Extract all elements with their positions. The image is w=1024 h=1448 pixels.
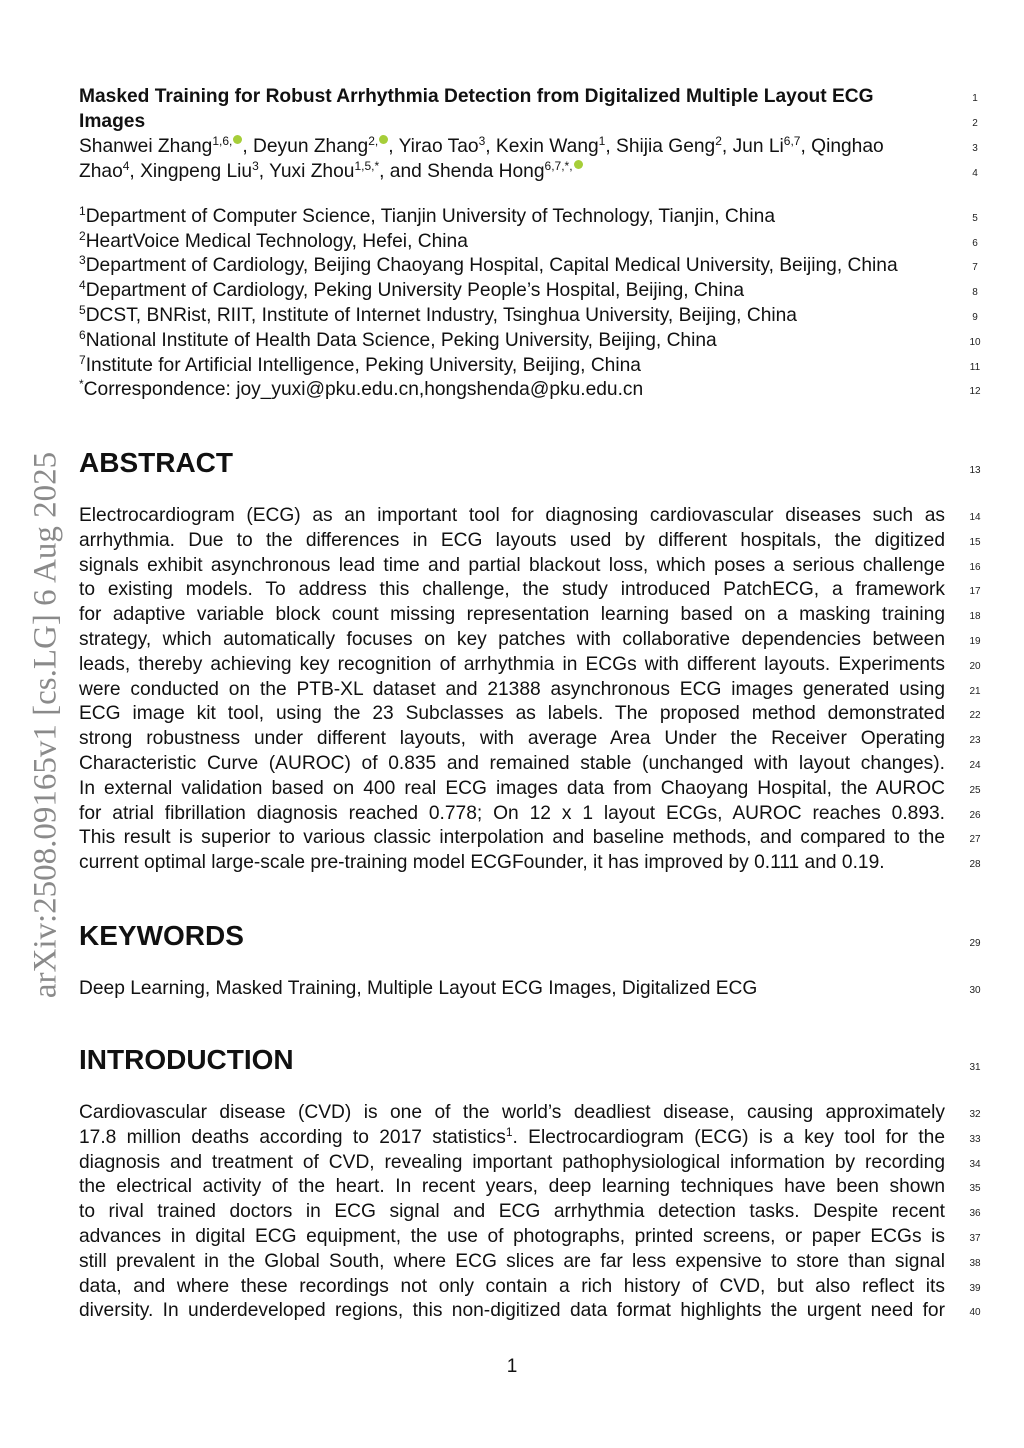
text-segment: Correspondence: joy_yuxi@pku.edu.cn,hongshenda@pku.edu.cn <box>83 379 644 400</box>
line-number: 6 <box>972 238 978 249</box>
introduction-text-line: diversity. In underdeveloped regions, this non-digitized data format highlights the urgent need for <box>79 1300 945 1322</box>
orcid-icon <box>574 160 583 169</box>
line-number: 25 <box>969 784 981 796</box>
line-number: 31 <box>969 1062 981 1073</box>
text-segment: Department of Cardiology, Beijing Chaoyang Hospital, Capital Medical University, Beijing, China <box>85 255 898 276</box>
line-number: 11 <box>969 362 981 373</box>
text-segment: Department of Cardiology, Peking University People’s Hospital, Beijing, China <box>85 280 745 301</box>
line-number: 8 <box>972 287 978 298</box>
text-segment: . Electrocardiogram (ECG) is a key tool for the <box>512 1126 946 1148</box>
superscript: * <box>79 377 84 391</box>
line-number: 15 <box>969 536 981 548</box>
introduction-line-content <box>79 1124 946 1148</box>
abstract-text-line: arrhythmia. Due to the differences in ECG layouts used by different hospitals, the digitized <box>79 529 945 551</box>
introduction-text-line: the electrical activity of the heart. In recent years, deep learning techniques have been shown <box>79 1176 945 1198</box>
superscript: 1 <box>79 204 86 218</box>
superscript: 2 <box>715 134 722 148</box>
line-number: 38 <box>969 1257 981 1269</box>
keywords-text-line: Deep Learning, Masked Training, Multiple Layout ECG Images, Digitalized ECG <box>79 978 758 999</box>
text-segment: , Jun Li <box>721 136 784 157</box>
abstract-text-line: In external validation based on 400 real ECG images data from Chaoyang Hospital, the AUROC <box>79 777 945 799</box>
abstract-text-line: current optimal large-scale pre-training model ECGFounder, it has improved by 0.111 and 0.19. <box>79 852 885 874</box>
superscript: 2, <box>368 134 379 148</box>
line-number: 28 <box>969 859 981 871</box>
affiliation-line <box>79 254 945 278</box>
affiliation-line <box>79 329 945 353</box>
line-number: 29 <box>969 938 981 949</box>
introduction-text-line: advances in digital ECG equipment, the use of photographs, printed screens, or paper ECGs is <box>79 1226 945 1247</box>
affiliation-line <box>79 354 945 378</box>
line-number: 12 <box>969 386 981 397</box>
author-line <box>79 160 945 184</box>
line-number: 4 <box>972 168 978 179</box>
introduction-text-line: to rival trained doctors in ECG signal and ECG arrhythmia detection tasks. Despite recent <box>79 1201 945 1223</box>
abstract-text-line: for atrial fibrillation diagnosis reached 0.778; On 12 x 1 layout ECGs, AUROC reaches 0.893. <box>79 802 945 824</box>
superscript: 1,6, <box>212 134 233 148</box>
section-heading-introduction: INTRODUCTION <box>79 1044 294 1075</box>
line-number: 37 <box>969 1233 981 1244</box>
introduction-text-line: still prevalent in the Global South, where ECG slices are far less expensive to store than signal <box>79 1250 945 1272</box>
text-segment: , Yirao Tao <box>388 136 479 157</box>
line-number: 5 <box>972 213 978 224</box>
line-number: 18 <box>969 611 981 623</box>
section-heading-abstract: ABSTRACT <box>79 447 233 478</box>
line-number: 35 <box>969 1183 981 1195</box>
superscript: 3 <box>79 253 86 267</box>
superscript: 5 <box>79 303 86 317</box>
line-number: 13 <box>969 465 981 476</box>
text-segment: Zhao <box>79 161 123 182</box>
line-number: 40 <box>969 1307 981 1319</box>
line-number: 26 <box>969 809 981 821</box>
affiliation-line <box>79 205 945 229</box>
paper-title-line <box>79 110 945 134</box>
abstract-text-line: Characteristic Curve (AUROC) of 0.835 and remained stable (unchanged with layout changes). <box>79 753 945 774</box>
superscript: 1 <box>598 134 606 148</box>
line-number: 23 <box>969 735 981 747</box>
introduction-text-line <box>79 1126 945 1150</box>
paper-title-line <box>79 85 945 109</box>
text-segment: Images <box>79 111 146 132</box>
abstract-text-line: leads, thereby achieving key recognition of arrhythmia in ECGs with different layouts. Experiments <box>79 653 945 675</box>
superscript: 3 <box>478 134 486 148</box>
text-segment: , Yuxi Zhou <box>258 161 355 182</box>
text-segment: , Shijia Geng <box>605 136 716 157</box>
citation-superscript: 1 <box>505 1124 513 1139</box>
abstract-text-line: signals exhibit asynchronous lead time and partial blackout loss, which poses a serious challenge <box>79 554 945 576</box>
text-segment: , Kexin Wang <box>485 136 599 157</box>
line-number: 27 <box>969 834 981 846</box>
text-segment: HeartVoice Medical Technology, Hefei, China <box>85 231 468 252</box>
introduction-text-line: Cardiovascular disease (CVD) is one of the world’s deadliest disease, causing approximately <box>79 1102 945 1123</box>
line-number: 1 <box>972 93 978 104</box>
line-number: 10 <box>969 337 981 348</box>
line-number: 22 <box>969 710 981 722</box>
affiliation-line <box>79 230 945 254</box>
line-number: 17 <box>969 586 981 598</box>
abstract-text-line: for adaptive variable block count missing representation learning based on a masking training <box>79 604 945 626</box>
line-number: 21 <box>969 685 981 697</box>
line-number: 2 <box>972 118 978 129</box>
arxiv-watermark: arXiv:2508.09165v1 [cs.LG] 6 Aug 2025 <box>27 451 64 999</box>
text-segment: 17.8 million deaths according to 2017 statistics <box>79 1126 506 1148</box>
line-number: 14 <box>969 512 981 523</box>
superscript: 6 <box>79 328 86 342</box>
introduction-text-line: data, and where these recordings not only contain a rich history of CVD, but also reflect its <box>79 1275 945 1297</box>
line-number: 34 <box>969 1158 981 1170</box>
text-segment: , and Shenda Hong <box>379 161 545 182</box>
line-number: 19 <box>969 636 981 647</box>
line-number: 24 <box>969 760 981 771</box>
line-number: 7 <box>972 262 978 273</box>
orcid-icon <box>379 135 388 144</box>
text-segment: Shanwei Zhang <box>79 136 213 157</box>
author-line <box>79 135 945 159</box>
abstract-text-line: were conducted on the PTB-XL dataset and 21388 asynchronous ECG images generated using <box>79 678 945 700</box>
line-number: 39 <box>969 1282 981 1294</box>
line-number: 3 <box>972 143 978 154</box>
text-segment: Masked Training for Robust Arrhythmia Detection from Digitalized Multiple Layout ECG <box>79 86 874 107</box>
text-segment: , Deyun Zhang <box>242 136 369 157</box>
introduction-text-line: diagnosis and treatment of CVD, revealing important pathophysiological information by recording <box>79 1151 945 1173</box>
abstract-text-line: ECG image kit tool, using the 23 Subclasses as labels. The proposed method demonstrated <box>79 703 945 725</box>
text-segment: Institute for Artificial Intelligence, Peking University, Beijing, China <box>85 355 641 376</box>
text-segment: National Institute of Health Data Science, Peking University, Beijing, China <box>85 330 717 351</box>
text-segment: , Xingpeng Liu <box>129 161 253 182</box>
superscript: 3 <box>252 159 259 173</box>
text-segment: DCST, BNRist, RIIT, Institute of Internet Industry, Tsinghua University, Beijing, China <box>85 305 797 326</box>
superscript: 1,5,* <box>354 159 380 173</box>
superscript: 4 <box>122 159 130 173</box>
superscript: 7 <box>79 353 86 367</box>
abstract-text-line: strong robustness under different layouts, with average Area Under the Receiver Operating <box>79 728 945 750</box>
line-number: 20 <box>969 660 981 672</box>
orcid-icon <box>233 135 242 144</box>
line-number: 32 <box>969 1109 981 1120</box>
abstract-text-line: strategy, which automatically focuses on key patches with collaborative dependencies between <box>79 629 945 650</box>
affiliation-line <box>79 378 945 402</box>
affiliation-line <box>79 304 945 328</box>
affiliation-line <box>79 279 945 303</box>
abstract-text-line: Electrocardiogram (ECG) as an important tool for diagnosing cardiovascular diseases such as <box>79 505 945 526</box>
abstract-text-line: This result is superior to various classic interpolation and baseline methods, and compared to the <box>79 827 945 849</box>
superscript: 6,7 <box>783 134 801 148</box>
superscript: 6,7,*, <box>544 159 573 173</box>
line-number: 16 <box>969 561 981 573</box>
line-number: 33 <box>969 1133 981 1145</box>
page-number: 1 <box>506 1356 518 1377</box>
superscript: 2 <box>79 229 86 243</box>
text-segment: Department of Computer Science, Tianjin University of Technology, Tianjin, China <box>85 206 776 227</box>
line-number: 36 <box>969 1208 981 1220</box>
text-segment: , Qinghao <box>800 136 884 157</box>
line-number: 9 <box>972 312 978 323</box>
abstract-text-line: to existing models. To address this challenge, the study introduced PatchECG, a framework <box>79 579 945 601</box>
line-number: 30 <box>969 985 981 996</box>
section-heading-keywords: KEYWORDS <box>79 920 244 951</box>
superscript: 4 <box>79 278 86 292</box>
